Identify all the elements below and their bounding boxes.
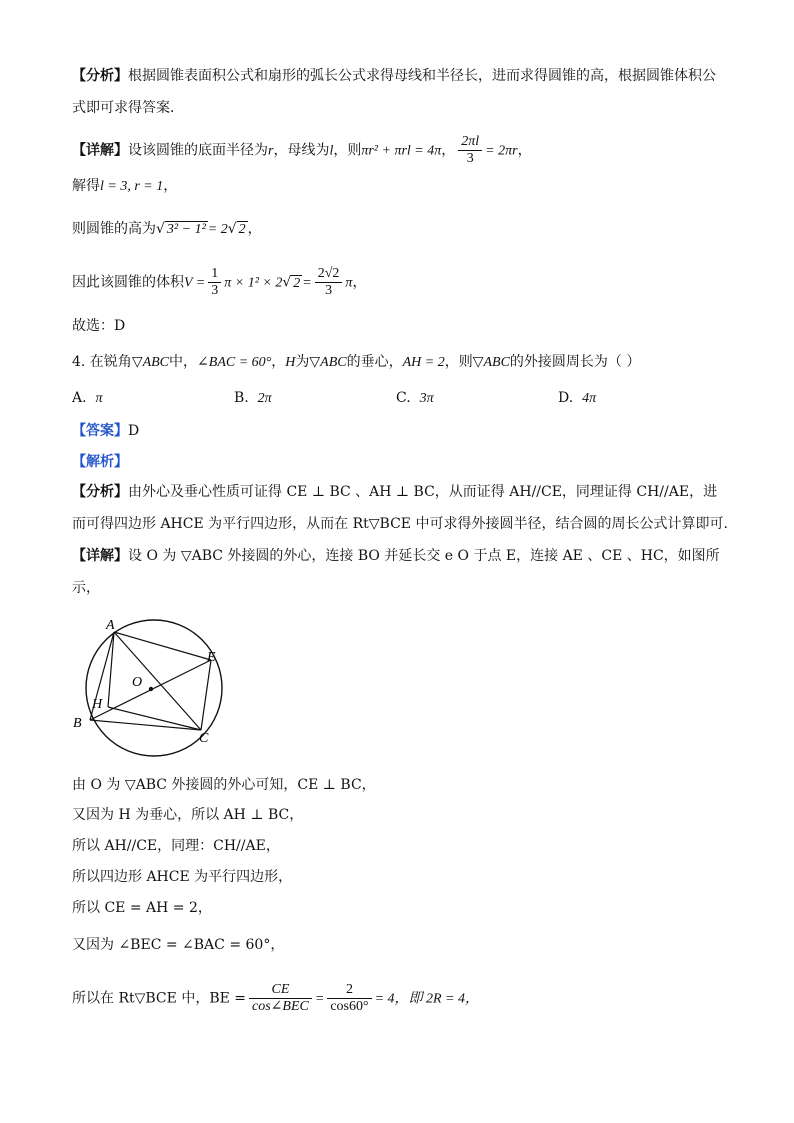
- step-text: 由 O 为 ▽ABC 外接圆的外心可知，CE ⊥ BC，: [72, 777, 376, 793]
- fraction-2-cos: [327, 982, 371, 1015]
- detail-text: 设该圆锥的底面半径为: [128, 142, 268, 159]
- math-h: H: [285, 355, 296, 370]
- math-eq: =: [302, 275, 312, 291]
- sqrt-sign: √: [156, 221, 165, 237]
- option-value: π: [95, 391, 103, 406]
- math-pi: π: [345, 275, 353, 291]
- math-mid: π × 1² × 2: [224, 275, 283, 291]
- math-triangle: ▽ABC: [309, 355, 347, 370]
- step-text: 所以 AH//CE，同理：CH//AE，: [72, 838, 280, 854]
- sqrt-expr: 3² − 1²: [166, 222, 206, 237]
- option-label: B.: [234, 390, 249, 406]
- step-5: [72, 898, 212, 918]
- detail-text: 示，: [72, 580, 100, 596]
- fraction-num: 2√2: [315, 266, 343, 283]
- q-text: 为: [295, 354, 310, 370]
- fraction-num: 2: [327, 982, 371, 999]
- fraction-den: 3: [466, 151, 474, 166]
- option-label: A.: [72, 390, 87, 406]
- edge-ce: [201, 660, 211, 730]
- q-text: ，则: [444, 354, 473, 370]
- detail-text: ，: [517, 142, 532, 159]
- analysis-paragraph-1: [72, 66, 716, 86]
- fraction-ce-cos: [249, 982, 312, 1015]
- fraction-num: 2πl: [458, 134, 482, 151]
- option-c[interactable]: [396, 390, 434, 407]
- q-text: 的垂心，: [346, 354, 403, 370]
- option-label: D.: [558, 390, 574, 406]
- detail-2-line-1: [72, 546, 720, 566]
- height-line: [72, 219, 262, 240]
- math-solve: l = 3, r = 1: [100, 179, 164, 194]
- math-eq: =: [314, 991, 325, 1007]
- analysis-text-cont: 式即可求得答案．: [72, 100, 184, 116]
- sqrt-sign: √: [227, 221, 237, 237]
- answer-tag: 【答案】: [72, 423, 128, 439]
- step-3: [72, 836, 280, 856]
- edge-ac: [114, 632, 201, 730]
- fraction-arc: [458, 134, 482, 167]
- step-text: 又因为 H 为垂心，所以 AH ⊥ BC，: [72, 807, 304, 823]
- option-label: C.: [396, 390, 411, 406]
- answer-value: D: [128, 423, 140, 439]
- volume-end: ，: [352, 274, 367, 291]
- math-eq: = 2: [207, 222, 228, 237]
- step-6: [72, 935, 284, 955]
- height-text: 则圆锥的高为: [72, 221, 156, 237]
- detail-text: ，母线为: [273, 142, 330, 159]
- jiexi-line: [72, 452, 128, 472]
- math-l: l: [329, 143, 334, 159]
- math-angle: ∠BAC = 60°: [197, 355, 272, 370]
- volume-line: [72, 266, 366, 299]
- answer-line: [72, 421, 139, 441]
- label-e: E: [207, 650, 216, 665]
- detail-text: ，: [441, 142, 456, 159]
- label-a: A: [106, 618, 115, 633]
- fraction-den: cos∠BEC: [252, 999, 309, 1014]
- fraction-den: 3: [325, 283, 333, 298]
- detail-tag: 【详解】: [72, 142, 128, 159]
- solve-text: 解得: [72, 178, 100, 194]
- q-text: 的外接圆周长为（ ）: [509, 354, 641, 370]
- option-value: 2π: [257, 391, 272, 406]
- label-c: C: [199, 731, 209, 746]
- option-a[interactable]: [72, 390, 102, 407]
- final-text: 所以在 Rt▽BCE 中，BE =: [72, 990, 247, 1007]
- center-point-o: [149, 687, 153, 691]
- edge-bc: [90, 720, 201, 730]
- step-4: [72, 867, 292, 887]
- fraction-den: cos60°: [330, 999, 369, 1014]
- step-text: 所以四边形 AHCE 为平行四边形，: [72, 869, 293, 885]
- detail-2-line-2: [72, 578, 100, 598]
- fraction-num: 1: [208, 266, 221, 283]
- analysis-2-line-2: [72, 514, 728, 534]
- choose-text: 故选：D: [72, 318, 126, 334]
- analysis-text: 而可得四边形 AHCE 为平行四边形，从而在 Rt▽BCE 中可求得外接圆半径，结合圆的周长公式计算即可.: [72, 516, 728, 532]
- math-eq-arc: = 2πr: [485, 143, 518, 159]
- detail-tag: 【详解】: [72, 548, 128, 564]
- fraction-third: [208, 266, 221, 299]
- volume-text: 因此该圆锥的体积: [72, 274, 184, 291]
- detail-line-1: [72, 134, 532, 167]
- option-value: 3π: [419, 391, 434, 406]
- jiexi-tag: 【解析】: [72, 454, 128, 470]
- math-eq-surface: πr² + πrl = 4π: [361, 143, 442, 159]
- math-ah: AH = 2: [402, 355, 445, 370]
- analysis-tag: 【分析】: [72, 484, 128, 500]
- question-4-stem: [72, 352, 640, 373]
- analysis-paragraph-1-cont: [72, 98, 184, 118]
- detail-text: 设 O 为 ▽ABC 外接圆的外心，连接 BO 并延长交 e O 于点 E，连接 AE 、CE 、HC，如图所: [128, 548, 720, 564]
- q-text: 中，: [169, 354, 198, 370]
- analysis-tag: 【分析】: [72, 68, 128, 84]
- fraction-den: 3: [211, 283, 219, 298]
- sqrt-sign: √: [282, 274, 292, 291]
- option-b[interactable]: [234, 390, 272, 407]
- fraction-result: [315, 266, 343, 299]
- circle-figure: [68, 612, 248, 762]
- fraction-num: CE: [249, 982, 312, 999]
- analysis-text: 由外心及垂心性质可证得 CE ⊥ BC 、AH ⊥ BC，从而证得 AH//CE，同理证得 CH//AE，进: [128, 484, 718, 500]
- option-value: 4π: [582, 391, 597, 406]
- analysis-text: 根据圆锥表面积公式和扇形的弧长公式求得母线和半径长，进而求得圆锥的高，根据圆锥体积公: [128, 68, 716, 84]
- math-triangle: ▽ABC: [131, 355, 170, 370]
- final-line: [72, 982, 479, 1015]
- solve-line: [72, 176, 177, 197]
- solve-end: ，: [163, 178, 178, 194]
- option-d[interactable]: [558, 390, 596, 407]
- label-b: B: [73, 716, 82, 731]
- label-o: O: [132, 675, 143, 690]
- math-triangle: ▽ABC: [472, 355, 510, 370]
- q-text: 4. 在锐角: [72, 354, 132, 370]
- edge-ae: [114, 632, 211, 660]
- q-text: ，: [271, 354, 286, 370]
- sqrt-expr: 2: [238, 222, 246, 237]
- final-end: = 4，即 2R = 4，: [374, 991, 480, 1007]
- edge-hc: [108, 707, 201, 730]
- choose-line: [72, 316, 125, 336]
- detail-text: ，则: [333, 142, 362, 159]
- sqrt-expr: 2: [293, 275, 301, 291]
- math-r: r: [268, 143, 274, 159]
- step-1: [72, 775, 376, 795]
- label-h: H: [92, 697, 103, 712]
- height-end: ，: [247, 221, 262, 237]
- math-v: V =: [184, 275, 206, 291]
- step-text: 又因为 ∠BEC = ∠BAC = 60°，: [72, 937, 285, 953]
- step-text: 所以 CE = AH = 2，: [72, 900, 212, 916]
- step-2: [72, 805, 303, 825]
- analysis-2-line-1: [72, 482, 717, 502]
